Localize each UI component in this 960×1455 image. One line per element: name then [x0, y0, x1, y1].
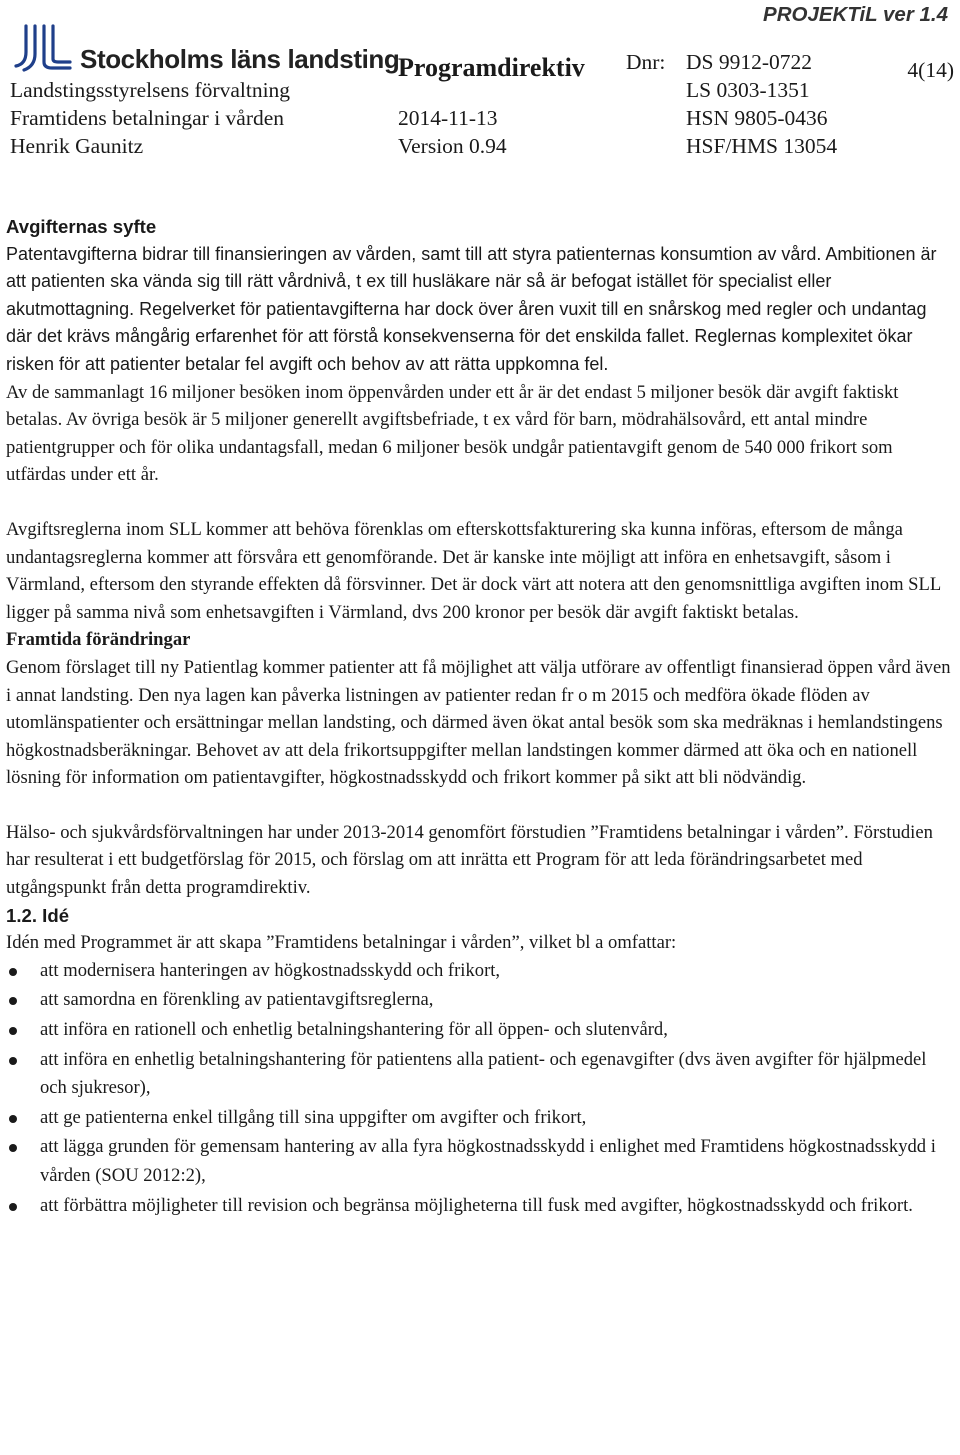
bullet-icon [9, 1057, 17, 1065]
author-name: Henrik Gaunitz [10, 134, 144, 158]
body-paragraph: Av de sammanlagt 16 miljoner besöken inom öppenvården under ett år är det endast 5 miljoner besök där avgift faktiskt betalas. Av övriga besök är 5 miljoner generellt avgiftsbefriade, t ex vård för barn, mödrahälsovård, ett antal mindre patientgrupper och för olika undantagsfall, medan 6 miljoner besök undgår patientavgift genom de 540 000 frikort som utfärdas under ett år. [6, 381, 899, 486]
bullet-icon [9, 1144, 17, 1152]
document-body [6, 213, 952, 1221]
list-item: att lägga grunden för gemensam hantering av alla fyra högkostnadsskydd i enlighet med Framtidens högkostnadsskydd i vården (SOU 2012:2), [6, 1133, 952, 1190]
list-item: att införa en rationell och enhetlig betalningshantering för all öppen- och slutenvård, [6, 1016, 952, 1045]
list-item: att ge patienterna enkel tillgång till sina uppgifter om avgifter och frikort, [6, 1104, 952, 1133]
body-paragraph: Genom förslaget till ny Patientlag kommer patienter att få möjlighet att välja utförare av offentligt finansierad öppen vård även i annat landsting. Den nya lagen kan påverka listningen av patienter redan fr o m 2015 och medföra ökade flöden av utomlänspatienter och ersättningar mellan landsting, och därmed även ökat antal besök som ska medräknas i hemlandstingens högkostnadsberäkningar. Behovet av att dela frikortsuppgifter mellan landstingen kommer därmed att öka och en nationell lösning för information om patientavgifter, högkostnadsskydd och frikort kommer på sikt att bli nödvändig. [6, 656, 951, 789]
body-paragraph: Hälso- och sjukvårdsförvaltningen har under 2013-2014 genomfört förstudien ”Framtidens betalningar i vården”. Förstudien har resulterat i ett budgetförslag för 2015, och förslag om att inrätta ett Program för att leda förändringsarbetet med utgångspunkt från detta programdirektiv. [6, 821, 933, 899]
list-item: att införa en enhetlig betalningshantering för patientens alla patient- och egenavgifter (dvs även avgifter för hjälpmedel och sjukresor), [6, 1046, 952, 1103]
page-number: 4(14) [907, 58, 954, 82]
bullet-icon [9, 1115, 17, 1123]
list-item: att modernisera hanteringen av högkostnadsskydd och frikort, [6, 957, 952, 986]
section-heading: Avgifternas syfte [6, 216, 157, 237]
project-name: Framtidens betalningar i vården [10, 106, 285, 130]
bullet-icon [9, 968, 17, 976]
document-version: Version 0.94 [398, 134, 507, 158]
body-paragraph: Idén med Programmet är att skapa ”Framtidens betalningar i vården”, vilket bl a omfattar: [6, 932, 677, 954]
list-item: att samordna en förenkling av patientavgiftsreglerna, [6, 986, 952, 1015]
dnr-number: HSN 9805-0436 [686, 106, 828, 130]
dnr-number: LS 0303-1351 [686, 78, 810, 102]
org-name: Stockholms läns landsting [80, 44, 400, 74]
version-tag: PROJEKTiL ver 1.4 [763, 3, 948, 26]
dnr-label: Dnr: [626, 50, 666, 74]
administration-name: Landstingsstyrelsens förvaltning [10, 78, 291, 102]
sll-logo-icon [12, 22, 76, 72]
bullet-icon [9, 997, 17, 1005]
list-item: att förbättra möjligheter till revision och begränsa möjligheterna till fusk med avgifter, högkostnadsskydd och frikort. [6, 1192, 952, 1221]
document-type: Programdirektiv [398, 53, 585, 82]
section-heading: Framtida förändringar [6, 629, 191, 651]
body-paragraph: Patentavgifterna bidrar till finansieringen av vården, samt till att styra patienternas konsumtion av vård. Ambitionen är att patienten ska vända sig till rätt vårdnivå, t ex till husläkare när så är befogat istället för specialist eller akutmottagning. Regelverket för patientavgifterna har dock över åren vuxit till en snårskog med regler och undantag där det krävs mångårig erfarenhet för att förstå konsekvenserna för det enskilda fallet. Reglernas komplexitet ökar risken för att patienter betalar fel avgift och behov av att rätta uppkomna fel. [6, 243, 937, 374]
dnr-number: DS 9912-0722 [686, 50, 813, 74]
document-date: 2014-11-13 [398, 106, 498, 130]
section-heading: 1.2. Idé [6, 904, 70, 926]
body-paragraph: Avgiftsreglerna inom SLL kommer att behöva förenklas om efterskottsfakturering ska kunna införas, eftersom de många undantagsreglerna kommer att försvåra ett genomförande. Det är kanske inte möjligt att införa en enhetsavgift, såsom i Värmland, eftersom den styrande effekten då försvinner. Det är dock värt att notera att den genomsnittliga avgiften inom SLL ligger på samma nivå som enhetsavgiften i Värmland, dvs 200 kronor per besök där avgift faktiskt betalas. [6, 518, 941, 623]
dnr-number: HSF/HMS 13054 [686, 134, 838, 158]
bullet-icon [9, 1203, 17, 1211]
bullet-icon [9, 1027, 17, 1035]
idea-bullet-list [6, 957, 952, 1220]
